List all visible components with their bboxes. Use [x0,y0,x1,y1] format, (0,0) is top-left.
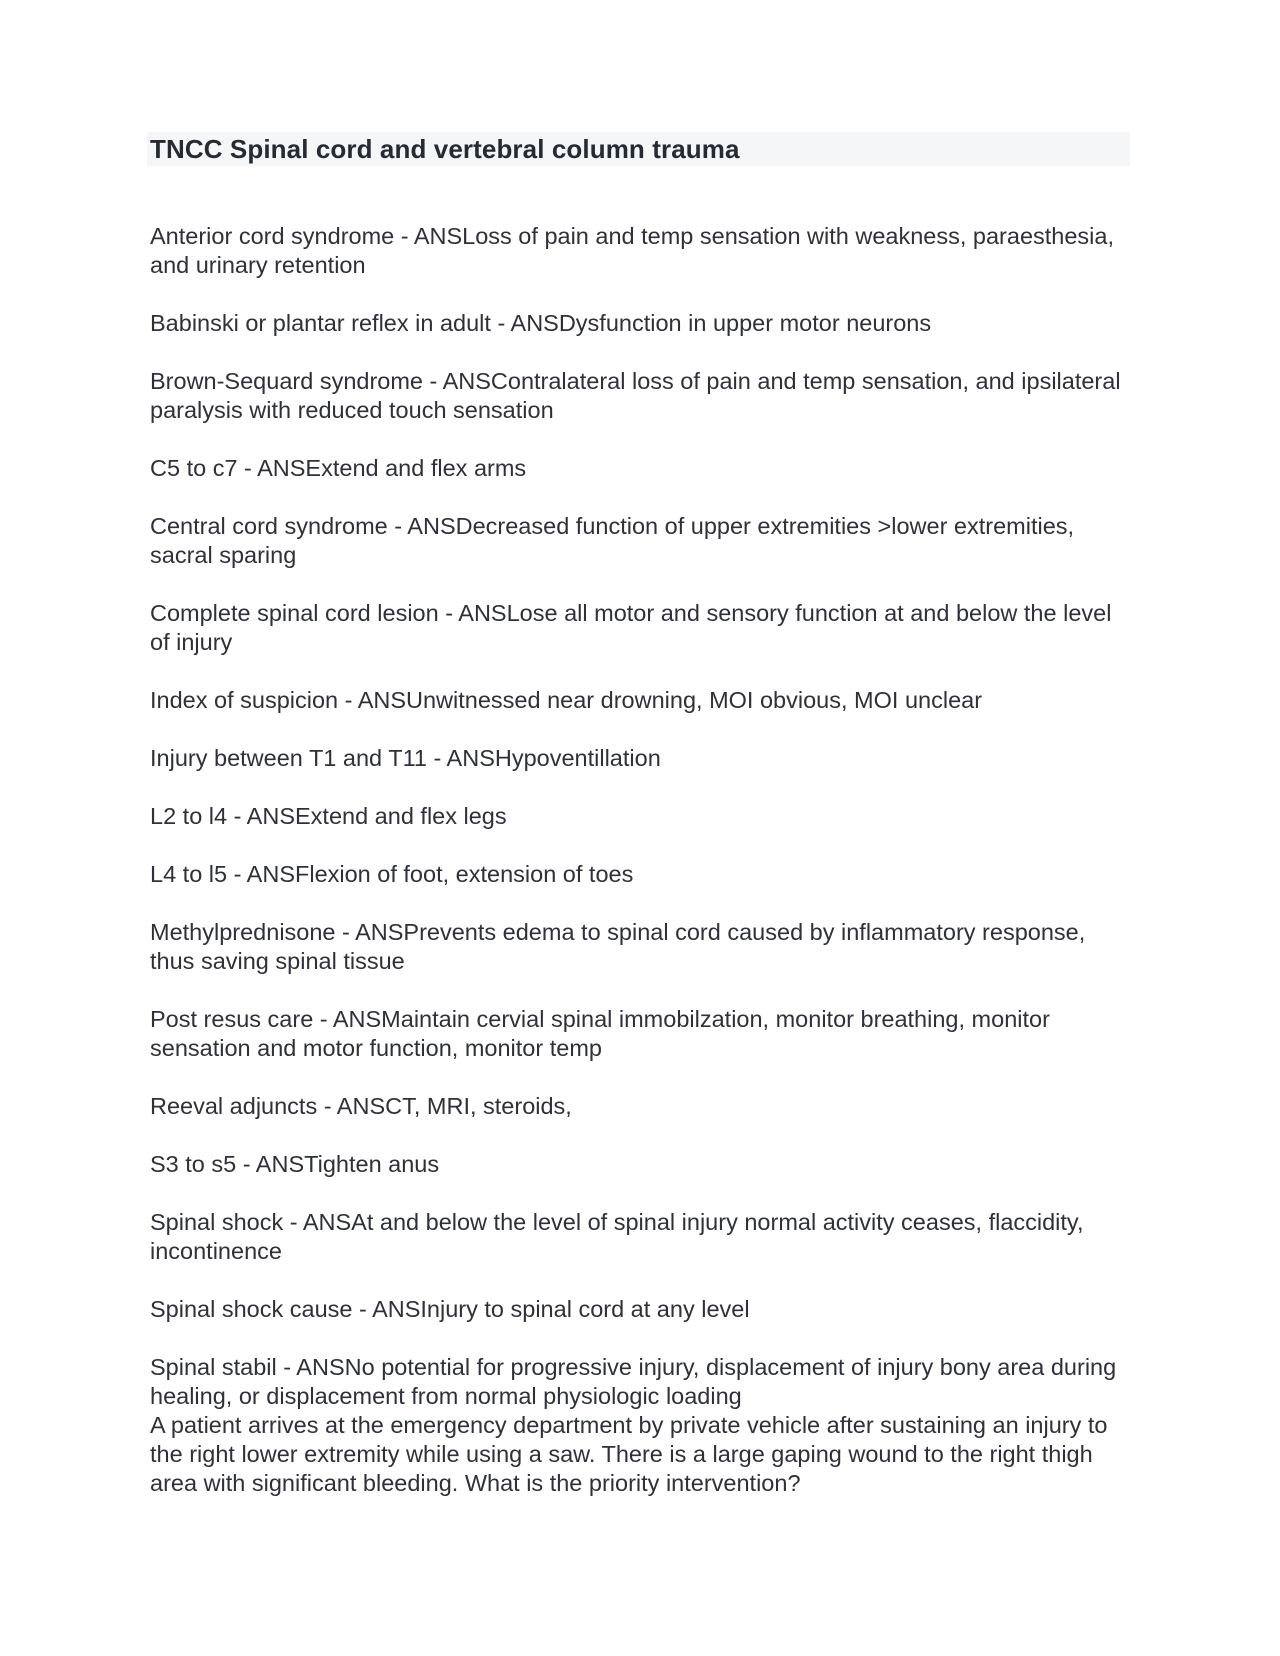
entry-babinski-reflex: Babinski or plantar reflex in adult - ANSDysfunction in upper motor neurons [150,310,932,336]
entry-index-of-suspicion: Index of suspicion - ANSUnwitnessed near drowning, MOI obvious, MOI unclear [150,687,983,713]
document-title: TNCC Spinal cord and vertebral column trauma [150,133,740,164]
entry-spinal-shock-cause: Spinal shock cause - ANSInjury to spinal cord at any level [150,1296,750,1322]
question-text: A patient arrives at the emergency department by private vehicle after sustaining an injury to the right lower extremity while using a saw. There is a large gaping wound to the right thigh area with significant bleeding. What is the priority intervention? [150,1412,1108,1496]
entry-reeval-adjuncts: Reeval adjuncts - ANSCT, MRI, steroids, [150,1093,572,1119]
entry-complete-spinal-cord-lesion: Complete spinal cord lesion - ANSLose all motor and sensory function at and below the level of injury [150,600,1112,655]
entry-s3-to-s5: S3 to s5 - ANSTighten anus [150,1151,440,1177]
entry-methylprednisone: Methylprednisone - ANSPrevents edema to spinal cord caused by inflammatory response, thus saving spinal tissue [150,919,1086,974]
entry-anterior-cord-syndrome: Anterior cord syndrome - ANSLoss of pain and temp sensation with weakness, paraesthesia, and urinary retention [150,223,1115,278]
entry-spinal-shock: Spinal shock - ANSAt and below the level of spinal injury normal activity ceases, flaccidity, incontinence [150,1209,1084,1264]
entry-l4-to-l5: L4 to l5 - ANSFlexion of foot, extension of toes [150,861,634,887]
title-bar [147,132,1130,166]
entry-post-resus-care: Post resus care - ANSMaintain cervial spinal immobilzation, monitor breathing, monitor sensation and motor function, monitor temp [150,1006,1050,1061]
entry-spinal-stabil: Spinal stabil - ANSNo potential for progressive injury, displacement of injury bony area during healing, or displacement from normal physiologic loading [150,1354,1117,1409]
entry-l2-to-l4: L2 to l4 - ANSExtend and flex legs [150,803,507,829]
entry-list [150,222,1130,1498]
entry-central-cord-syndrome: Central cord syndrome - ANSDecreased function of upper extremities >lower extremities, sacral sparing [150,513,1075,568]
entry-c5-to-c7: C5 to c7 - ANSExtend and flex arms [150,455,527,481]
entry-injury-t1-t11: Injury between T1 and T11 - ANSHypoventillation [150,745,661,771]
entry-brown-sequard-syndrome: Brown-Sequard syndrome - ANSContralateral loss of pain and temp sensation, and ipsilateral paralysis with reduced touch sensation [150,368,1121,423]
document-page [150,132,1130,1498]
